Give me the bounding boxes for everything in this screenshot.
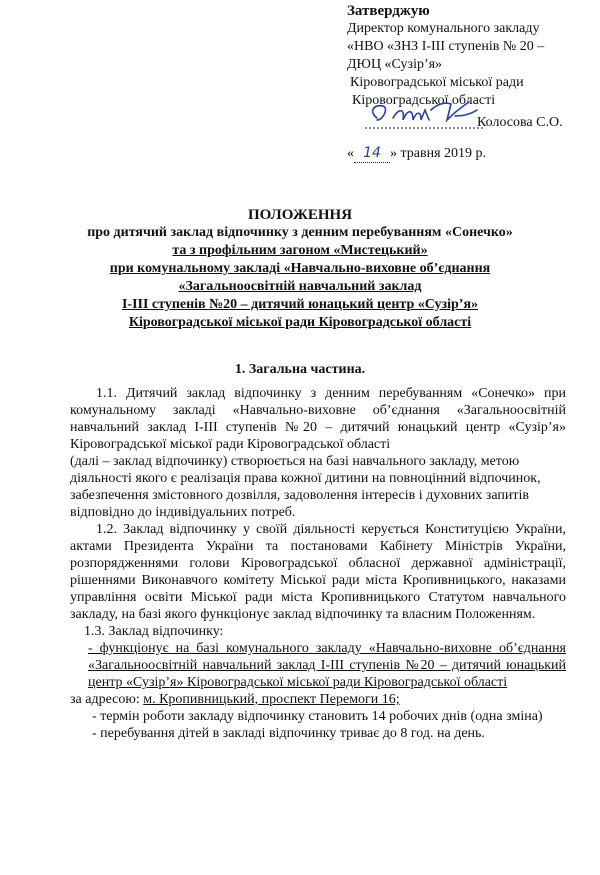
date-day: 14	[354, 144, 390, 163]
work-term: - термін роботи закладу відпочинку становить 14 робочих днів (одна зміна)	[92, 709, 543, 724]
signatory-name: Колосова С.О.	[477, 115, 563, 130]
title-line: про дитячий заклад відпочинку з денним перебуванням «Сонечко»	[87, 225, 513, 240]
paragraph-1-2: 1.2. Заклад відпочинку у своїй діяльності керується Конституцією України, актами Президента України та постановами Кабінету Міністрів України, розпорядженнями голови Кіровоградської обласної державної адміністрації, рішеннями Виконавчого комітету Міської ради міста Кропивницького, наказами управління освіти Міської ради міста Кропивницького Статутом навчального закладу, на базі якого функціонує заклад відпочинку та власним Положенням.	[70, 522, 566, 622]
approval-line: ДЮЦ «Сузір’я»	[347, 57, 443, 72]
paragraph-1-1: 1.1. Дитячий заклад відпочинку з денним перебуванням «Сонечко» при комунальному закладі «Навчально-виховне об’єднання «Загальноосвітній навчальний заклад І-ІІІ ступенів №20 – дитячий юнацький центр «Сузір’я» Кіровоградської міської ради Кіровоградської області	[70, 386, 566, 452]
document-body	[70, 385, 566, 742]
title-line: та з профільним загоном «Мистецький»	[172, 243, 428, 258]
signature-line	[347, 114, 587, 134]
approval-line: Директор комунального закладу	[347, 21, 540, 36]
address-label: за адресою:	[70, 692, 144, 707]
section-heading: 1. Загальна частина.	[234, 362, 366, 377]
approval-line: Кіровоградської області	[352, 93, 496, 108]
stay-duration: - перебування дітей в закладі відпочинку триває до 8 год. на день.	[92, 726, 485, 741]
title-line: І-ІІІ ступенів №20 – дитячий юнацький центр «Сузір’я»	[121, 297, 479, 312]
address-line	[70, 691, 566, 708]
approval-date	[347, 144, 587, 163]
title-line: при комунальному закладі «Навчально-виховне об’єднання	[109, 261, 491, 276]
paragraph-1-3-base: - функціонує на базі комунального закладу «Навчально-виховне об’єднання «Загальноосвітній навчальний заклад І-ІІІ ступенів №20 – дитячий юнацький центр «Сузір’я» Кіровоградської міської ради Кіровоградської області	[88, 641, 566, 690]
handwritten-signature	[359, 98, 489, 136]
title-line: «Загальноосвітній навчальний заклад	[178, 279, 422, 294]
title-heading: ПОЛОЖЕННЯ	[247, 207, 353, 223]
date-rest: » травня 2019 р.	[390, 146, 487, 161]
approval-line: Кіровоградської міської ради	[350, 75, 524, 90]
approval-heading: Затверджую	[347, 3, 430, 19]
paragraph-1-1-continued: (далі – заклад відпочинку) створюється на базі навчального закладу, метою діяльності якого є реалізація права кожної дитини на повноцінний відпочинок, забезпечення змістовного дозвілля, задоволення інтересів і духовних запитів відповідно до індивідуальних потреб.	[70, 454, 541, 520]
approval-block	[347, 2, 587, 163]
paragraph-1-3: 1.3. Заклад відпочинку:	[84, 624, 224, 639]
title-line: Кіровоградської міської ради Кіровоградської області	[128, 315, 472, 330]
date-quote-open: «	[347, 146, 354, 161]
approval-line: «НВО «ЗНЗ І-ІІІ ступенів № 20 –	[347, 39, 545, 54]
address-value: м. Кропивницький, проспект Перемоги 16;	[143, 692, 400, 707]
document-title	[40, 206, 560, 332]
